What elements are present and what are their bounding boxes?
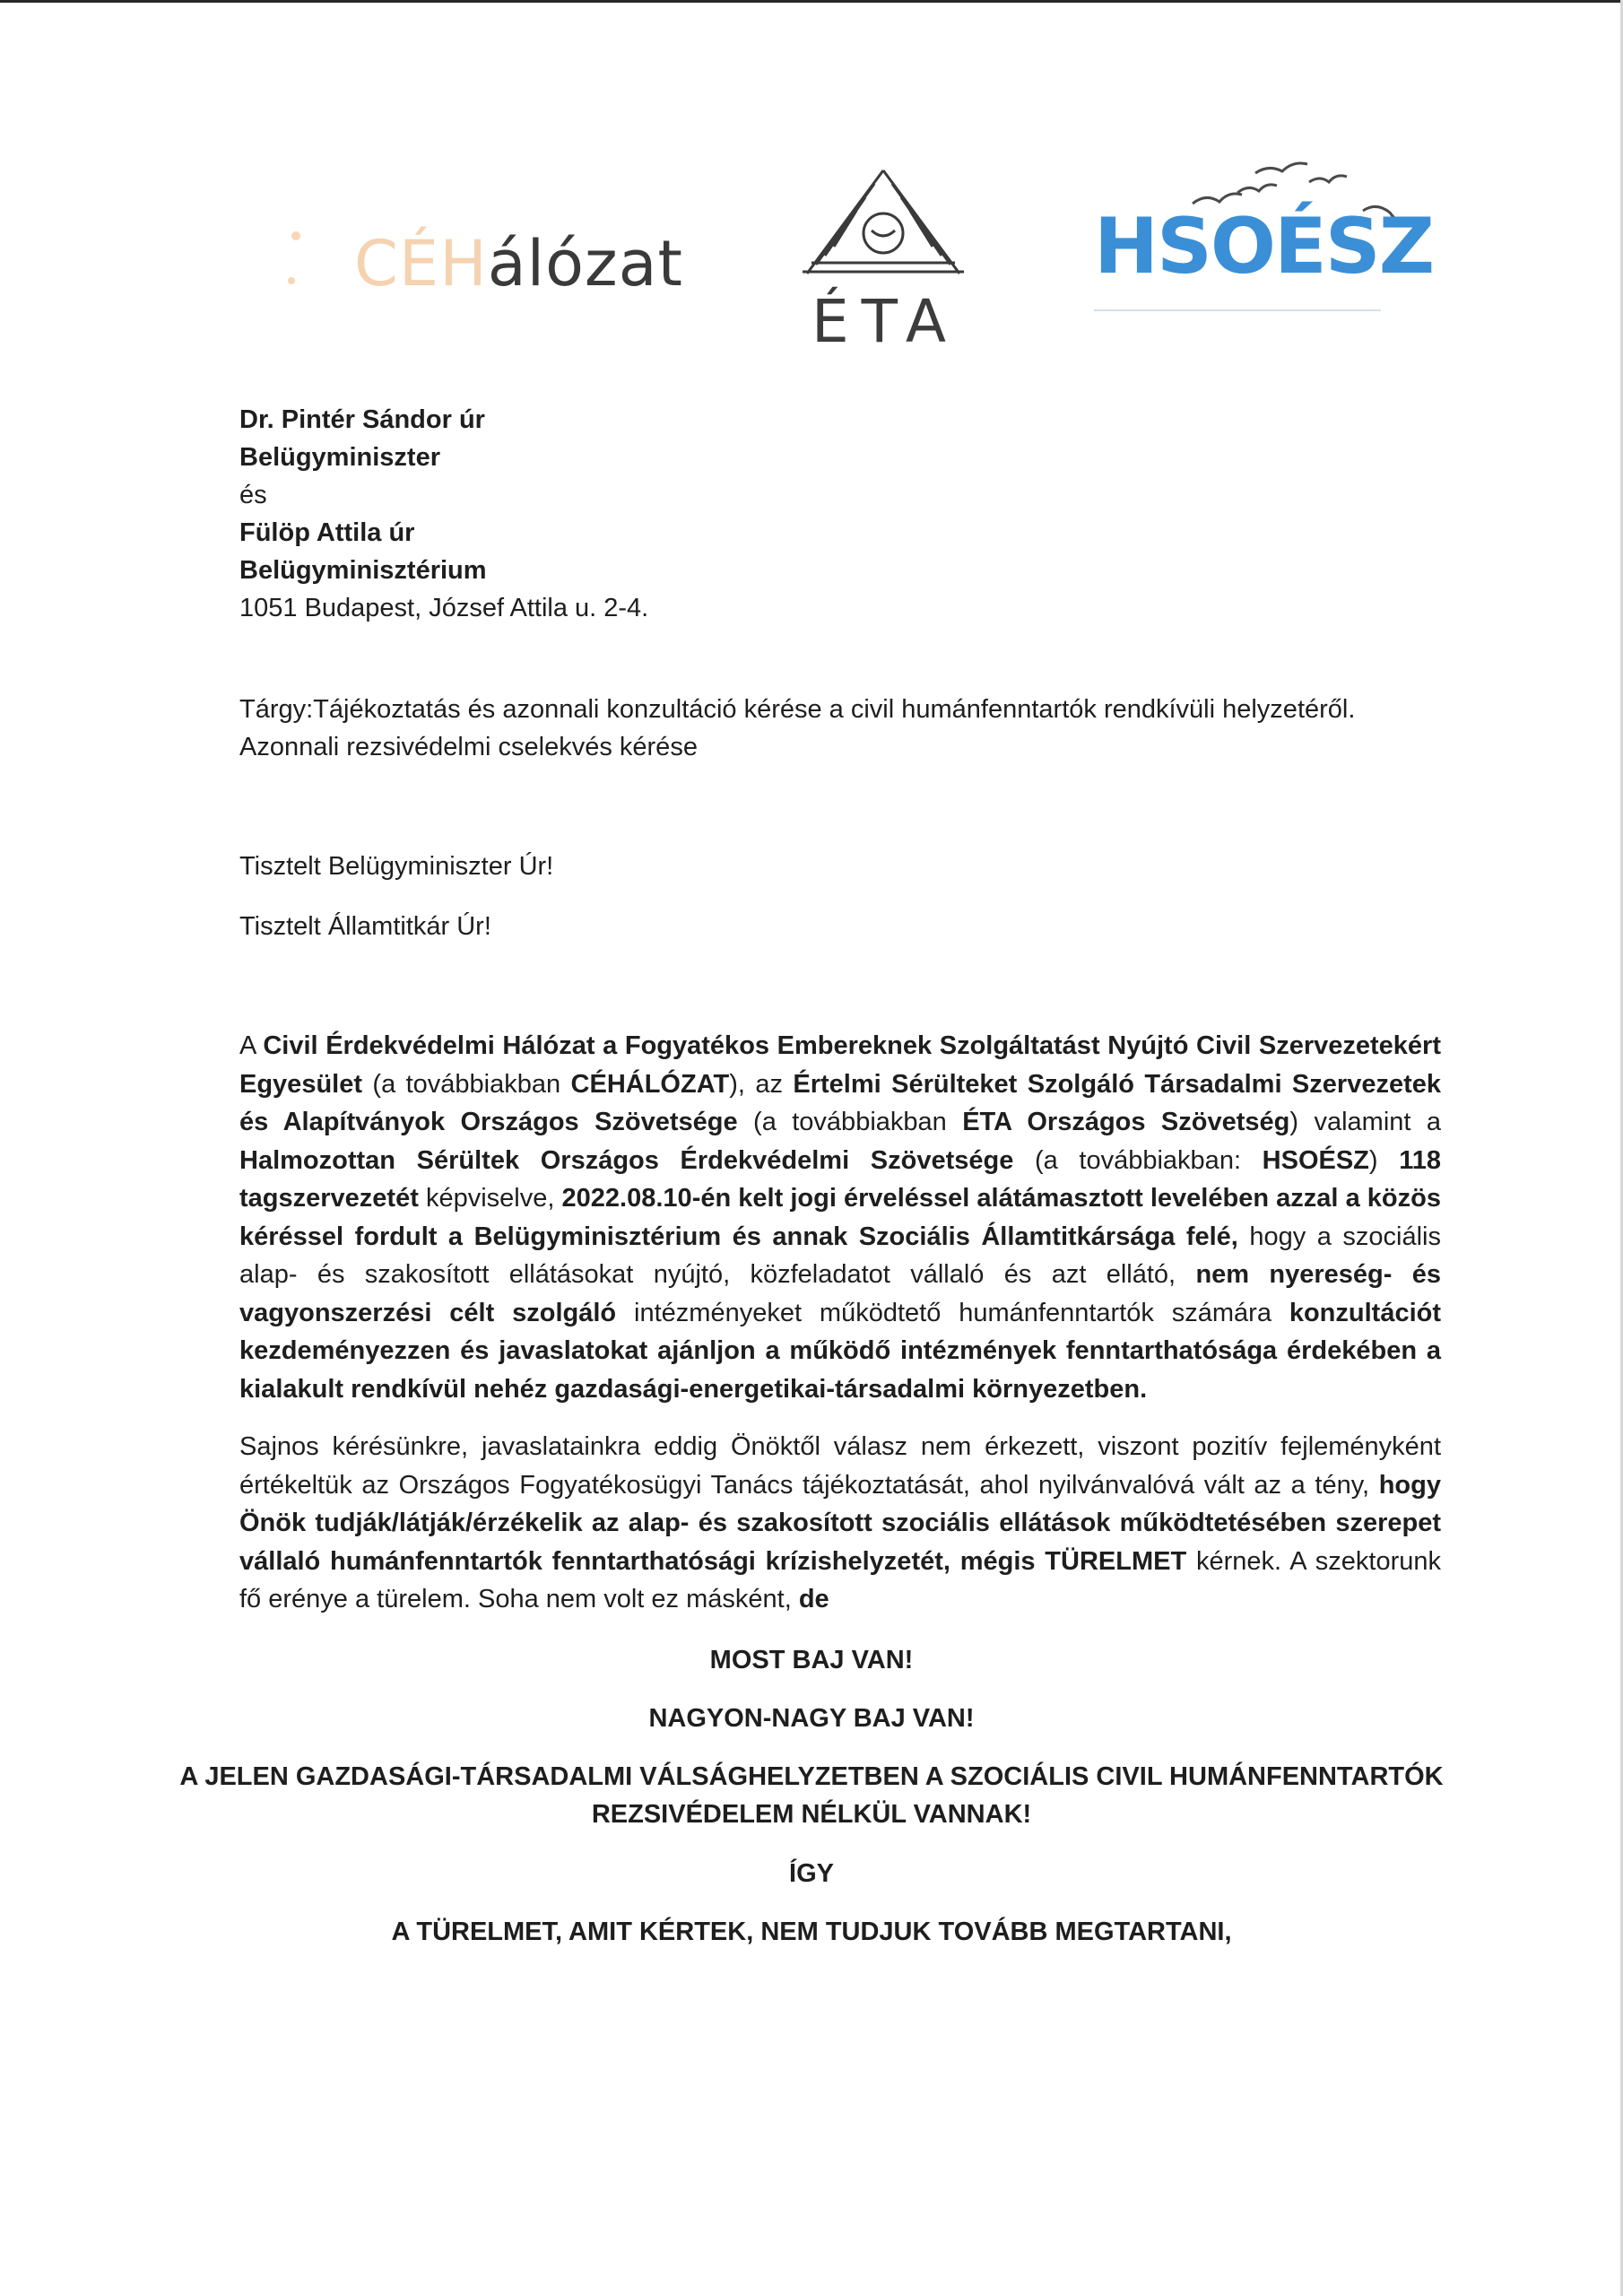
recipient-name-2: Fülöp Attila úr [239,518,415,547]
para1-text-9: hogy a szociális alap- és szakosított ellátásokat nyújtó, közfeladatot vállaló és azt ellátó, [239,1222,1441,1289]
eta-logo [789,166,977,356]
address-conjunction: és [239,481,267,509]
eta-wordmark: ÉTA [811,287,959,356]
para1-text-6: (a továbbiakban: [1013,1145,1263,1175]
emphasis-crisis-line-1: A JELEN GAZDASÁGI-TÁRSADALMI VÁLSÁGHELYZETBEN A SZOCIÁLIS CIVIL HUMÁNFENNTARTÓK [179,1762,1444,1791]
ceh-prefix: CÉH [354,227,488,300]
recipient-organization: Belügyminisztérium [239,556,487,585]
emphasis-nagyon-nagy-baj: NAGYON-NAGY BAJ VAN! [648,1704,975,1733]
eta-emblem-icon [789,166,977,291]
para1-bold-3: Értelmi Sérülteket Szolgáló Társadalmi Szervezetek és Alapítványok Országos Szövetsége [239,1069,1441,1136]
para1-text-1: A [239,1031,264,1060]
scan-top-edge [0,0,1623,3]
recipient-address [239,401,648,627]
para1-bold-7: 118 tagszervezetét [239,1145,1442,1213]
para2-text-2: kérnek. A szektorunk fő erénye a türelem. Soha nem volt ez másként, [239,1546,1441,1613]
para2-text-1: Sajnos kérésünkre, javaslatainkra eddig Önöktől válasz nem érkezett, viszont pozitív fejleményként értékeltük az Országos Fogyatékosügyi Tanács tájékoztatását, ahol nyilvánvalóvá vált az a tény, [239,1432,1441,1500]
recipient-street: 1051 Budapest, József Attila u. 2-4. [239,594,649,622]
body-paragraph-1 [239,1027,1441,1408]
emphasis-crisis-line-2: REZSIVÉDELEM NÉLKÜL VANNAK! [591,1800,1032,1829]
para1-bold-5: Halmozottan Sérültek Országos Érdekvédelmi Szövetsége [239,1145,1014,1175]
body-paragraph-2 [239,1428,1441,1619]
para1-bold-9: nem nyereség- és vagyonszerzési célt szolgáló [239,1260,1442,1327]
emphasis-most-baj-van: MOST BAJ VAN! [709,1646,914,1674]
recipient-name-1: Dr. Pintér Sándor úr [239,405,485,434]
para1-bold-8: 2022.08.10-én kelt jogi érveléssel alátámasztott levelében azzal a közös kéréssel fordult a Belügyminisztérium és annak Szociális Államtitkársága felé, [239,1184,1441,1251]
para2-bold-1: hogy Önök tudják/látják/érzékelik az alap- és szakosított szociális ellátások működtetésében szerepet vállaló humánfenntartók fenntarthatósági krízishelyzetét, mégis TÜRELMET [239,1470,1441,1576]
para1-text-7: ) [1368,1145,1400,1175]
subject-line-2: Azonnali rezsivédelmi cselekvés kérése [239,733,698,761]
para1-text-10: intézményeket működtető humánfenntartók számára [616,1298,1289,1327]
para1-text-2: (a továbbiakban [362,1069,571,1099]
para1-bold-4: ÉTA Országos Szövetség [962,1108,1290,1136]
greeting-minister: Tisztelt Belügyminiszter Úr! [239,852,554,881]
para1-text-3: ), az [729,1069,794,1099]
emphasis-igy: ÍGY [789,1859,834,1888]
para1-bold-6: HSOÉSZ [1262,1145,1369,1175]
subject-line-1: Tárgy:Tájékoztatás és azonnali konzultáció kérése a civil humánfenntartók rendkívüli helyzetéről. [239,695,1356,724]
ceh-suffix: álózat [487,227,684,300]
hsoesz-logo [1094,148,1435,336]
hsoesz-subtitle-line [1094,309,1381,311]
emphasis-patience-statement: A TÜRELMET, AMIT KÉRTEK, NEM TUDJUK TOVÁBB MEGTARTANI, [391,1918,1232,1946]
cehalozat-wordmark [354,227,683,300]
para1-bold-10: konzultációt kezdeményezzen és javaslatokat ajánljon a működő intézmények fenntarthatósága érdekében a kialakult rendkívül nehéz gazdasági-energetikai-társadalmi környezetben. [239,1298,1442,1404]
emphasis-crisis-statement [179,1758,1444,1833]
para1-text-8: képviselve, [418,1184,562,1213]
para1-bold-1: Civil Érdekvédelmi Hálózat a Fogyatékos Embereknek Szolgáltatást Nyújtó Civil Szervezetekért Egyesület [239,1031,1441,1099]
para1-text-5: ) valamint a [1289,1108,1441,1136]
crescent-moon-icon [256,229,318,318]
cehalozat-logo [256,193,704,336]
hsoesz-wordmark: HSOÉSZ [1094,202,1434,291]
para2-bold-2: de [798,1585,829,1613]
recipient-title-1: Belügyminiszter [239,443,440,472]
subject-line [239,691,1495,766]
greeting-state-secretary: Tisztelt Államtitkár Úr! [239,912,491,941]
para1-bold-2: CÉHÁLÓZAT [570,1069,730,1099]
para1-text-4: (a továbbiakban [737,1108,963,1136]
